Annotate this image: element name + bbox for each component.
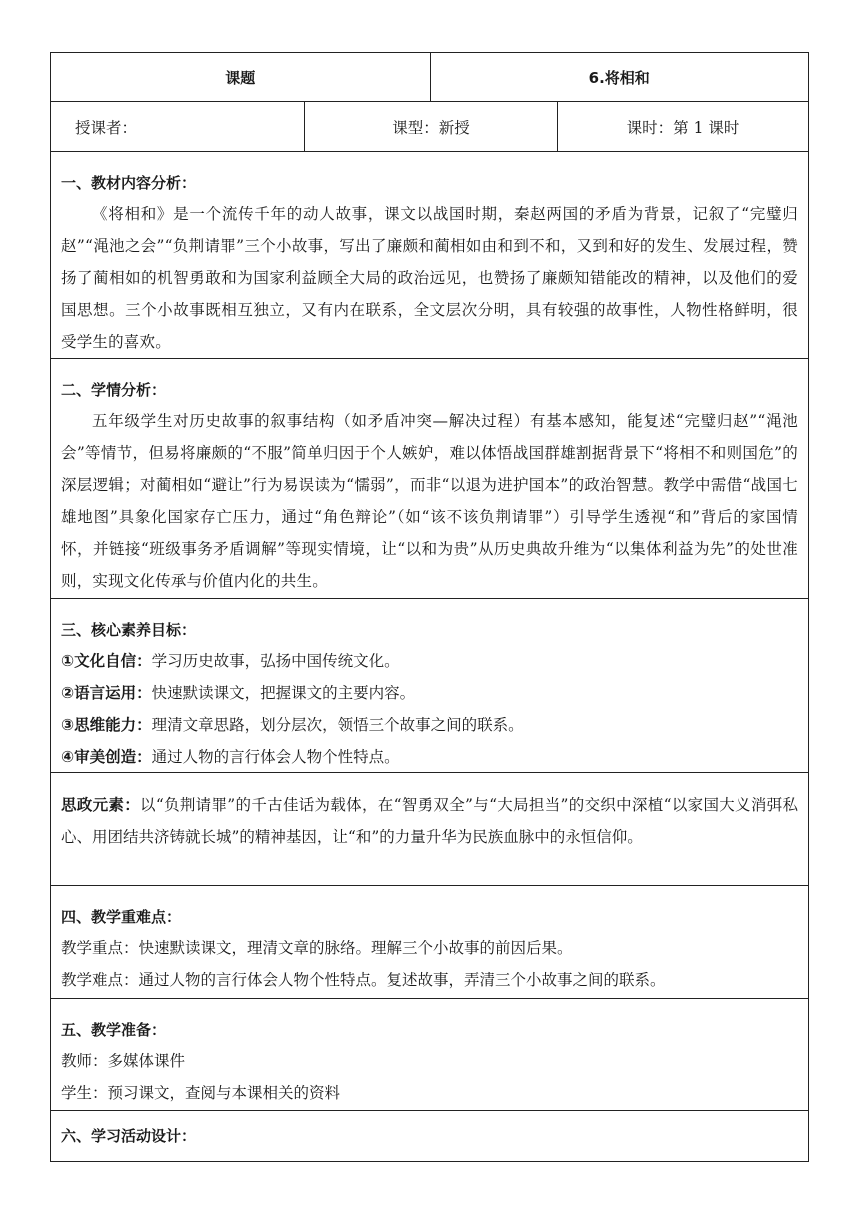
- goal-text: 理清文章思路，划分层次，领悟三个故事之间的联系。: [151, 716, 524, 734]
- goal-label: ③思维能力：: [61, 716, 152, 734]
- goal-text: 通过人物的言行体会人物个性特点。: [151, 748, 400, 766]
- activity-design-heading: 六、学习活动设计：: [61, 1127, 197, 1145]
- info-row: [51, 102, 808, 152]
- lesson-plan-table: [50, 52, 809, 1162]
- difficult-point-line: 教学难点：通过人物的言行体会人物个性特点。复述故事，弄清三个小故事之间的联系。: [61, 971, 666, 989]
- activity-design-section: [51, 1111, 808, 1161]
- textbook-analysis-section: [51, 152, 808, 359]
- goal-label: ①文化自信：: [61, 652, 152, 670]
- student-analysis-section: [51, 359, 808, 599]
- goal-item: [61, 709, 798, 741]
- core-goals-section: [51, 599, 808, 773]
- teacher-preparation: 教师：多媒体课件: [61, 1052, 186, 1070]
- goal-text: 学习历史故事，弘扬中国传统文化。: [151, 652, 400, 670]
- ideology-section: [51, 773, 808, 886]
- core-goals-heading: 三、核心素养目标：: [61, 621, 197, 639]
- student-preparation: 学生：预习课文，查阅与本课相关的资料: [61, 1084, 341, 1102]
- student-analysis-heading: 二、学情分析：: [61, 381, 167, 399]
- ideology-text: 以“负荆请罪”的千古佳话为载体，在“智勇双全”与“大局担当”的交织中深植“以家国大义消弭私心、用团结共济铸就长城”的精神基因，让“和”的力量升华为民族血脉中的永恒信仰。: [61, 796, 798, 846]
- topic-value: 6.将相和: [430, 53, 809, 101]
- topic-label: 课题: [225, 68, 256, 87]
- lesson-type: 课型：新授: [304, 102, 557, 151]
- textbook-analysis-text: 《将相和》是一个流传千年的动人故事，课文以战国时期，秦赵两国的矛盾为背景，记叙了“完璧归赵”“渑池之会”“负荆请罪”三个小故事，写出了廉颇和蔺相如由和到不和，又到和好的发生、发展过程，赞扬了蔺相如的机智勇敢和为国家利益顾全大局的政治远见，也赞扬了廉颇知错能改的精神，以及他们的爱国思想。三个小故事既相互独立，又有内在联系，全文层次分明，具有较强的故事性，人物性格鲜明，很受学生的喜欢。: [61, 205, 798, 351]
- goal-item: [61, 645, 798, 677]
- key-point-line: 教学重点：快速默读课文，理清文章的脉络。理解三个小故事的前因后果。: [61, 939, 573, 957]
- goal-label: ④审美创造：: [61, 748, 152, 766]
- key-points-section: [51, 886, 808, 999]
- student-analysis-text: 五年级学生对历史故事的叙事结构（如矛盾冲突—解决过程）有基本感知，能复述“完璧归赵”“渑池会”等情节，但易将廉颇的“不服”简单归因于个人嫉妒，难以体悟战国群雄割据背景下“将相不和则国危”的深层逻辑；对蔺相如“避让”行为易误读为“懦弱”，而非“以退为进护国本”的政治智慧。教学中需借“战国七雄地图”具象化国家存亡压力，通过“角色辩论”（如“该不该负荆请罪”）引导学生透视“和”背后的家国情怀，并链接“班级事务矛盾调解”等现实情境，让“以和为贵”从历史典故升维为“以集体利益为先”的处世准则，实现文化传承与价值内化的共生。: [61, 412, 798, 590]
- goal-text: 快速默读课文，把握课文的主要内容。: [151, 684, 416, 702]
- goal-item: [61, 741, 798, 773]
- preparation-section: [51, 999, 808, 1111]
- key-points-heading: 四、教学重难点：: [61, 908, 182, 926]
- preparation-heading: 五、教学准备：: [61, 1021, 167, 1039]
- title-row: [51, 53, 808, 102]
- ideology-paragraph: [61, 789, 798, 853]
- ideology-label: 思政元素：: [61, 796, 141, 814]
- textbook-analysis-heading: 一、教材内容分析：: [61, 174, 197, 192]
- lesson-hours: 课时：第 1 课时: [557, 102, 808, 151]
- goal-item: [61, 677, 798, 709]
- teacher-label: 授课者：: [75, 118, 138, 137]
- goal-label: ②语言运用：: [61, 684, 152, 702]
